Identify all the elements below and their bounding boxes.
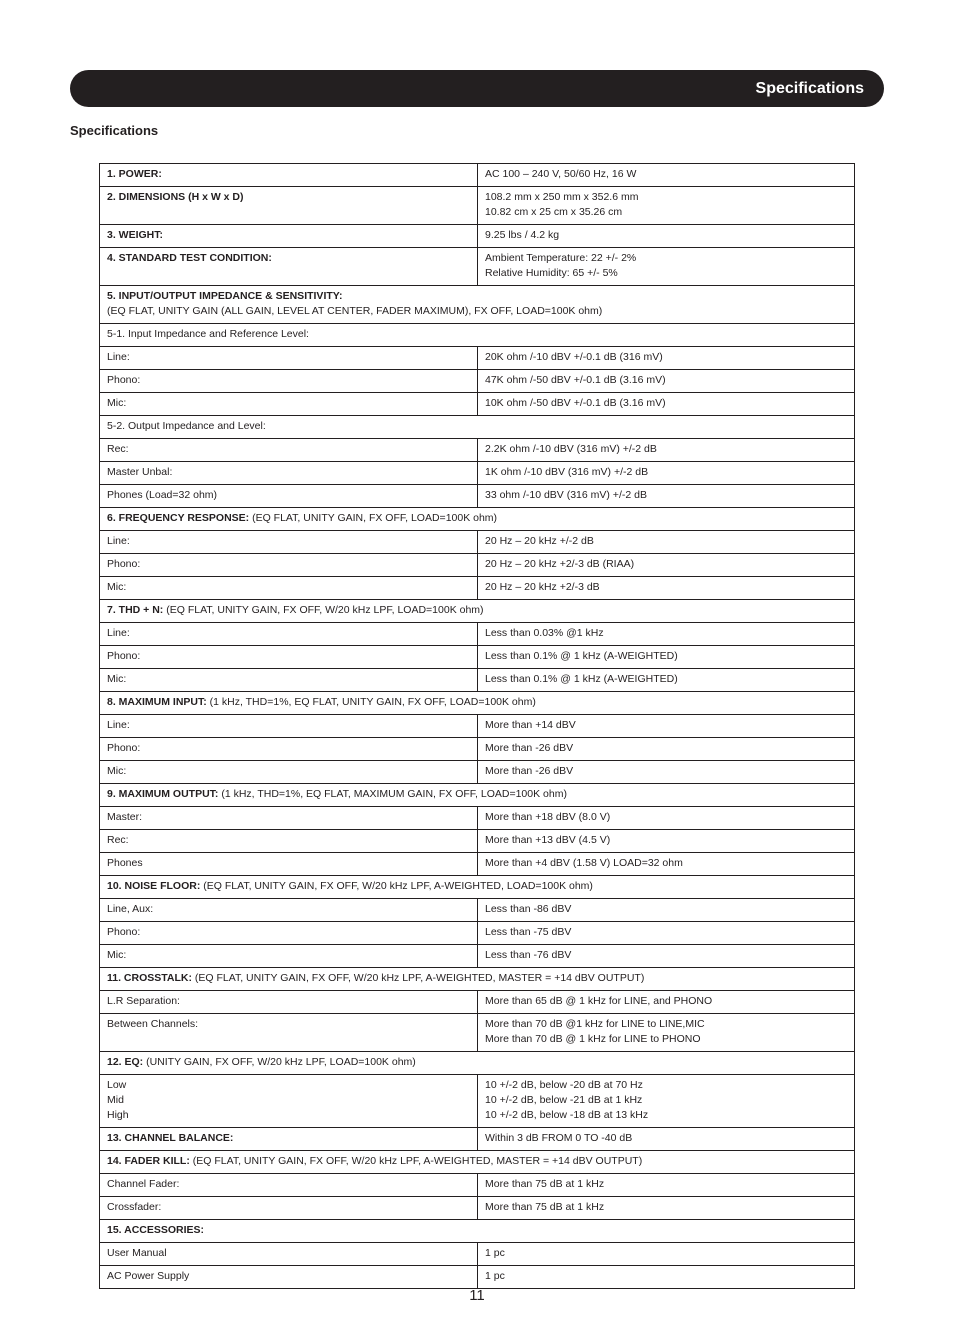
- section-heading: 8. MAXIMUM INPUT:: [107, 696, 207, 708]
- spec-value-cell: [478, 164, 855, 187]
- spec-value-cell: [478, 1197, 855, 1220]
- table-row: [100, 738, 855, 761]
- spec-value: 10 +/-2 dB, below -18 dB at 13 kHz: [485, 1109, 649, 1121]
- spec-label: Phono:: [107, 742, 141, 754]
- spec-label: High: [107, 1109, 129, 1121]
- spec-value: Relative Humidity: 65 +/- 5%: [485, 267, 618, 279]
- spec-label: 3. WEIGHT:: [107, 229, 164, 241]
- spec-label: Line, Aux:: [107, 903, 154, 915]
- spec-label-cell: [100, 531, 478, 554]
- spec-value-cell: [478, 646, 855, 669]
- section-heading: 7. THD + N:: [107, 604, 164, 616]
- spec-label: Line:: [107, 627, 130, 639]
- section-note: (EQ FLAT, UNITY GAIN, FX OFF, W/20 kHz LPF, LOAD=100K ohm): [163, 604, 484, 616]
- spec-label: Line:: [107, 535, 130, 547]
- table-row: [100, 462, 855, 485]
- spec-label-cell: [100, 623, 478, 646]
- spec-value-cell: [478, 738, 855, 761]
- spec-value-cell: [478, 248, 855, 286]
- spec-label: Phones (Load=32 ohm): [107, 489, 218, 501]
- table-row: [100, 715, 855, 738]
- spec-value-cell: [478, 370, 855, 393]
- spec-label-cell: [100, 646, 478, 669]
- section-heading-cell: [100, 1052, 855, 1075]
- spec-label: Phono:: [107, 650, 141, 662]
- spec-value: More than 70 dB @ 1 kHz for LINE to PHONO: [485, 1033, 701, 1045]
- spec-value: More than -26 dBV: [485, 742, 574, 754]
- spec-label: Low: [107, 1079, 127, 1091]
- page-number: 11: [469, 1287, 485, 1304]
- spec-value: 10K ohm /-50 dBV +/-0.1 dB (3.16 mV): [485, 397, 666, 409]
- section-note: (1 kHz, THD=1%, EQ FLAT, UNITY GAIN, FX OFF, LOAD=100K ohm): [206, 696, 536, 708]
- spec-value-cell: [478, 1266, 855, 1289]
- spec-value: More than 75 dB at 1 kHz: [485, 1201, 605, 1213]
- spec-label-cell: [100, 945, 478, 968]
- spec-label-cell: [100, 669, 478, 692]
- table-row: [100, 669, 855, 692]
- spec-value: 20 Hz – 20 kHz +2/-3 dB: [485, 581, 600, 593]
- spec-label-cell: [100, 370, 478, 393]
- section-heading-cell: [100, 600, 855, 623]
- spec-label-cell: [100, 1197, 478, 1220]
- spec-label-cell: [100, 225, 478, 248]
- spec-label: L.R Separation:: [107, 995, 180, 1007]
- spec-label-cell: [100, 187, 478, 225]
- table-row: [100, 922, 855, 945]
- table-row: [100, 1128, 855, 1151]
- spec-value-cell: [478, 1243, 855, 1266]
- spec-value: More than +14 dBV: [485, 719, 576, 731]
- table-row: [100, 1014, 855, 1052]
- section-heading: 6. FREQUENCY RESPONSE:: [107, 512, 250, 524]
- table-row: [100, 439, 855, 462]
- spec-value-cell: [478, 669, 855, 692]
- spec-value-cell: [478, 1014, 855, 1052]
- spec-value: 10 +/-2 dB, below -20 dB at 70 Hz: [485, 1079, 643, 1091]
- spec-label-cell: [100, 761, 478, 784]
- table-row: [100, 692, 855, 715]
- table-row: [100, 248, 855, 286]
- table-row: [100, 899, 855, 922]
- spec-value: 20 Hz – 20 kHz +/-2 dB: [485, 535, 594, 547]
- spec-label-cell: [100, 807, 478, 830]
- spec-label: Line:: [107, 719, 130, 731]
- spec-value: 1K ohm /-10 dBV (316 mV) +/-2 dB: [485, 466, 649, 478]
- section-heading: 12. EQ:: [107, 1056, 144, 1068]
- spec-label-cell: [100, 853, 478, 876]
- spec-value: 2.2K ohm /-10 dBV (316 mV) +/-2 dB: [485, 443, 657, 455]
- spec-label: Rec:: [107, 443, 129, 455]
- table-row: [100, 761, 855, 784]
- spec-label-cell: [100, 1266, 478, 1289]
- spec-label: User Manual: [107, 1247, 167, 1259]
- spec-value: More than 65 dB @ 1 kHz for LINE, and PHONO: [485, 995, 713, 1007]
- specifications-table-body: [100, 164, 855, 1289]
- section-note: (EQ FLAT, UNITY GAIN (ALL GAIN, LEVEL AT CENTER, FADER MAXIMUM), FX OFF, LOAD=100K ohm): [107, 305, 603, 317]
- spec-label: Phones: [107, 857, 143, 869]
- spec-value: 47K ohm /-50 dBV +/-0.1 dB (3.16 mV): [485, 374, 666, 386]
- spec-value: 10 +/-2 dB, below -21 dB at 1 kHz: [485, 1094, 643, 1106]
- section-heading: 9. MAXIMUM OUTPUT:: [107, 788, 219, 800]
- spec-label: Phono:: [107, 558, 141, 570]
- spec-value: 9.25 lbs / 4.2 kg: [485, 229, 560, 241]
- spec-value-cell: [478, 922, 855, 945]
- header-bar: [70, 70, 884, 107]
- spec-value: Less than 0.1% @ 1 kHz (A-WEIGHTED): [485, 673, 678, 685]
- table-row: [100, 1220, 855, 1243]
- table-row: [100, 830, 855, 853]
- spec-value: 20 Hz – 20 kHz +2/-3 dB (RIAA): [485, 558, 635, 570]
- section-heading-cell: [100, 968, 855, 991]
- table-row: [100, 853, 855, 876]
- spec-value-cell: [478, 899, 855, 922]
- spec-value: Within 3 dB FROM 0 TO -40 dB: [485, 1132, 633, 1144]
- section-heading-cell: [100, 508, 855, 531]
- spec-label: Master:: [107, 811, 143, 823]
- spec-value-cell: [478, 485, 855, 508]
- spec-label-cell: [100, 899, 478, 922]
- spec-label: Master Unbal:: [107, 466, 173, 478]
- spec-label: Phono:: [107, 374, 141, 386]
- section-heading: 10. NOISE FLOOR:: [107, 880, 201, 892]
- spec-label-cell: [100, 248, 478, 286]
- spec-value-cell: [478, 554, 855, 577]
- spec-value: 108.2 mm x 250 mm x 352.6 mm: [485, 191, 639, 203]
- spec-value: AC 100 – 240 V, 50/60 Hz, 16 W: [485, 168, 637, 180]
- section-note: (1 kHz, THD=1%, EQ FLAT, MAXIMUM GAIN, FX OFF, LOAD=100K ohm): [218, 788, 567, 800]
- table-row: [100, 347, 855, 370]
- spec-value-cell: [478, 187, 855, 225]
- spec-value-cell: [478, 715, 855, 738]
- table-row: [100, 1052, 855, 1075]
- table-row: [100, 945, 855, 968]
- spec-label: Mic:: [107, 765, 127, 777]
- table-row: [100, 968, 855, 991]
- spec-label-cell: [100, 485, 478, 508]
- table-row: [100, 370, 855, 393]
- table-row: [100, 623, 855, 646]
- table-row: [100, 485, 855, 508]
- header-title: Specifications: [755, 80, 864, 97]
- spec-label-cell: [100, 439, 478, 462]
- spec-label-cell: [100, 554, 478, 577]
- spec-value: Less than -86 dBV: [485, 903, 572, 915]
- spec-label-cell: [100, 164, 478, 187]
- spec-value-cell: [478, 439, 855, 462]
- subsection-cell: 5-2. Output Impedance and Level:: [100, 416, 855, 439]
- spec-value: 1 pc: [485, 1270, 505, 1282]
- spec-value-cell: [478, 1174, 855, 1197]
- table-row: [100, 991, 855, 1014]
- spec-label: Mid: [107, 1094, 124, 1106]
- spec-value: 1 pc: [485, 1247, 505, 1259]
- section-heading-cell: [100, 784, 855, 807]
- spec-label: AC Power Supply: [107, 1270, 190, 1282]
- section-note: (EQ FLAT, UNITY GAIN, FX OFF, W/20 kHz LPF, A-WEIGHTED, MASTER = +14 dBV OUTPUT): [189, 1155, 643, 1167]
- section-heading-cell: [100, 876, 855, 899]
- spec-label: Mic:: [107, 949, 127, 961]
- spec-label-cell: [100, 991, 478, 1014]
- spec-label: 1. POWER:: [107, 168, 162, 180]
- table-row: [100, 577, 855, 600]
- spec-value: More than -26 dBV: [485, 765, 574, 777]
- spec-label: Phono:: [107, 926, 141, 938]
- section-heading: 11. CROSSTALK:: [107, 972, 192, 984]
- section-note: (EQ FLAT, UNITY GAIN, FX OFF, W/20 kHz LPF, A-WEIGHTED, MASTER = +14 dBV OUTPUT): [191, 972, 645, 984]
- spec-label: Mic:: [107, 673, 127, 685]
- table-row: [100, 784, 855, 807]
- table-row: [100, 416, 855, 439]
- section-note: (EQ FLAT, UNITY GAIN, FX OFF, LOAD=100K ohm): [249, 512, 498, 524]
- spec-label: Mic:: [107, 581, 127, 593]
- spec-label: Line:: [107, 351, 130, 363]
- spec-value: More than 70 dB @1 kHz for LINE to LINE,MIC: [485, 1018, 705, 1030]
- spec-label-cell: [100, 1014, 478, 1052]
- table-row: [100, 508, 855, 531]
- spec-label: 13. CHANNEL BALANCE:: [107, 1132, 234, 1144]
- spec-label-cell: [100, 393, 478, 416]
- table-row: [100, 286, 855, 324]
- spec-label: Crossfader:: [107, 1201, 162, 1213]
- spec-label-cell: [100, 1075, 478, 1128]
- spec-label: Channel Fader:: [107, 1178, 180, 1190]
- spec-label-cell: [100, 1128, 478, 1151]
- spec-value: Less than -76 dBV: [485, 949, 572, 961]
- spec-label-cell: [100, 1243, 478, 1266]
- table-row: [100, 1174, 855, 1197]
- spec-value: 33 ohm /-10 dBV (316 mV) +/-2 dB: [485, 489, 647, 501]
- spec-value-cell: [478, 462, 855, 485]
- spec-label: Rec:: [107, 834, 129, 846]
- spec-value-cell: [478, 991, 855, 1014]
- spec-label-cell: [100, 715, 478, 738]
- table-row: [100, 164, 855, 187]
- spec-value-cell: [478, 1128, 855, 1151]
- table-row: [100, 600, 855, 623]
- spec-label-cell: [100, 738, 478, 761]
- specifications-table: [99, 163, 855, 1289]
- table-row: [100, 1075, 855, 1128]
- section-heading-cell: [100, 1220, 855, 1243]
- table-row: [100, 646, 855, 669]
- table-row: [100, 225, 855, 248]
- table-row: [100, 807, 855, 830]
- spec-label: 2. DIMENSIONS (H x W x D): [107, 191, 244, 203]
- spec-value-cell: [478, 347, 855, 370]
- spec-label-cell: [100, 1174, 478, 1197]
- section-heading: 14. FADER KILL:: [107, 1155, 190, 1167]
- spec-value-cell: [478, 393, 855, 416]
- spec-label-cell: [100, 830, 478, 853]
- spec-value-cell: [478, 623, 855, 646]
- spec-label-cell: [100, 922, 478, 945]
- spec-value: More than +13 dBV (4.5 V): [485, 834, 611, 846]
- spec-value: More than +18 dBV (8.0 V): [485, 811, 611, 823]
- table-row: [100, 187, 855, 225]
- spec-value-cell: [478, 1075, 855, 1128]
- spec-value-cell: [478, 945, 855, 968]
- spec-value: More than +4 dBV (1.58 V) LOAD=32 ohm: [485, 857, 683, 869]
- section-note: (UNITY GAIN, FX OFF, W/20 kHz LPF, LOAD=100K ohm): [143, 1056, 416, 1068]
- section-heading: 15. ACCESSORIES:: [107, 1224, 205, 1236]
- spec-value-cell: [478, 830, 855, 853]
- section-heading: 5. INPUT/OUTPUT IMPEDANCE & SENSITIVITY:: [107, 290, 343, 302]
- section-heading-cell: [100, 286, 855, 324]
- spec-value-cell: [478, 225, 855, 248]
- spec-value: 20K ohm /-10 dBV +/-0.1 dB (316 mV): [485, 351, 663, 363]
- spec-value-cell: [478, 807, 855, 830]
- table-row: [100, 1151, 855, 1174]
- table-row: [100, 1266, 855, 1289]
- spec-label: Between Channels:: [107, 1018, 199, 1030]
- spec-value: Less than 0.03% @1 kHz: [485, 627, 604, 639]
- table-row: [100, 876, 855, 899]
- spec-value: More than 75 dB at 1 kHz: [485, 1178, 605, 1190]
- spec-label: Mic:: [107, 397, 127, 409]
- section-note: (EQ FLAT, UNITY GAIN, FX OFF, W/20 kHz LPF, A-WEIGHTED, LOAD=100K ohm): [200, 880, 593, 892]
- subsection-cell: 5-1. Input Impedance and Reference Level:: [100, 324, 855, 347]
- table-row: [100, 393, 855, 416]
- spec-value: 10.82 cm x 25 cm x 35.26 cm: [485, 206, 623, 218]
- spec-value: Less than 0.1% @ 1 kHz (A-WEIGHTED): [485, 650, 678, 662]
- table-row: [100, 531, 855, 554]
- spec-value-cell: [478, 761, 855, 784]
- spec-value: Ambient Temperature: 22 +/- 2%: [485, 252, 637, 264]
- table-row: [100, 324, 855, 347]
- table-row: [100, 1197, 855, 1220]
- spec-value-cell: [478, 531, 855, 554]
- table-row: [100, 554, 855, 577]
- section-title: Specifications: [70, 123, 159, 138]
- table-row: [100, 1243, 855, 1266]
- section-heading-cell: [100, 692, 855, 715]
- spec-value-cell: [478, 577, 855, 600]
- section-heading-cell: [100, 1151, 855, 1174]
- spec-label-cell: [100, 347, 478, 370]
- spec-value-cell: [478, 853, 855, 876]
- spec-label-cell: [100, 462, 478, 485]
- spec-label-cell: [100, 577, 478, 600]
- spec-value: Less than -75 dBV: [485, 926, 572, 938]
- spec-label: 4. STANDARD TEST CONDITION:: [107, 252, 272, 264]
